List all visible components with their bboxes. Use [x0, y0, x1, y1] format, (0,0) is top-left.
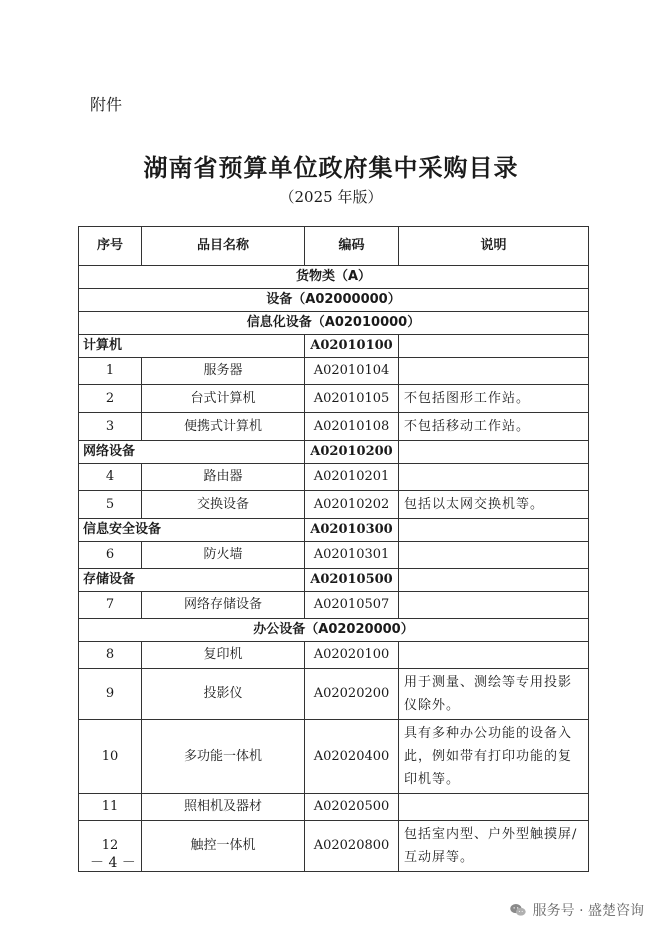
row-code: A02010105	[305, 385, 399, 413]
row-code: A02010201	[305, 464, 399, 491]
row-note: 不包括图形工作站。	[399, 385, 589, 413]
row-no: 11	[79, 794, 142, 821]
row-no: 6	[79, 542, 142, 569]
row-code: A02020500	[305, 794, 399, 821]
row-no: 3	[79, 413, 142, 441]
table-row	[79, 669, 589, 720]
header-code: 编码	[305, 227, 399, 266]
table-row	[79, 720, 589, 794]
section-row	[79, 312, 589, 335]
page-number: － 4 －	[90, 855, 136, 871]
row-code: A02020800	[305, 821, 399, 872]
category-row	[79, 519, 589, 542]
row-code: A02020100	[305, 642, 399, 669]
section-office-equipment: 办公设备（A02020000）	[79, 619, 589, 642]
row-no: 10	[79, 720, 142, 794]
section-goods: 货物类（A）	[79, 266, 589, 289]
row-note: 包括室内型、户外型触摸屏/互动屏等。	[399, 821, 589, 872]
row-name: 照相机及器材	[142, 794, 305, 821]
row-no: 7	[79, 592, 142, 619]
row-no: 4	[79, 464, 142, 491]
category-code: A02010100	[305, 335, 399, 358]
header-note: 说明	[399, 227, 589, 266]
category-note	[399, 519, 589, 542]
watermark	[509, 900, 644, 920]
section-row	[79, 619, 589, 642]
row-name: 便携式计算机	[142, 413, 305, 441]
row-note: 不包括移动工作站。	[399, 413, 589, 441]
section-equipment: 设备（A02000000）	[79, 289, 589, 312]
table-header-row	[79, 227, 589, 266]
table-row	[79, 821, 589, 872]
row-name: 网络存储设备	[142, 592, 305, 619]
row-no: 12	[79, 821, 142, 872]
row-note: 具有多种办公功能的设备入此，例如带有打印功能的复印机等。	[399, 720, 589, 794]
row-note: 包括以太网交换机等。	[399, 491, 589, 519]
row-no: 9	[79, 669, 142, 720]
row-code: A02010301	[305, 542, 399, 569]
row-note	[399, 794, 589, 821]
attachment-label: 附件	[90, 95, 123, 114]
row-name: 交换设备	[142, 491, 305, 519]
row-note	[399, 592, 589, 619]
category-row	[79, 569, 589, 592]
category-code: A02010300	[305, 519, 399, 542]
header-name: 品目名称	[142, 227, 305, 266]
wechat-icon	[509, 903, 527, 917]
row-name: 防火墙	[142, 542, 305, 569]
category-name: 网络设备	[79, 441, 305, 464]
category-row	[79, 441, 589, 464]
row-note: 用于测量、测绘等专用投影仪除外。	[399, 669, 589, 720]
category-row	[79, 335, 589, 358]
row-name: 台式计算机	[142, 385, 305, 413]
document-subtitle: （2025 年版）	[279, 188, 383, 206]
row-name: 复印机	[142, 642, 305, 669]
table-row	[79, 542, 589, 569]
category-note	[399, 569, 589, 592]
row-code: A02010108	[305, 413, 399, 441]
row-code: A02010507	[305, 592, 399, 619]
table-row	[79, 794, 589, 821]
table-row	[79, 358, 589, 385]
row-code: A02020400	[305, 720, 399, 794]
category-note	[399, 335, 589, 358]
table-row	[79, 385, 589, 413]
row-code: A02010104	[305, 358, 399, 385]
document-title: 湖南省预算单位政府集中采购目录	[143, 153, 519, 182]
section-info-equipment: 信息化设备（A02010000）	[79, 312, 589, 335]
section-row	[79, 289, 589, 312]
row-name: 路由器	[142, 464, 305, 491]
row-no: 1	[79, 358, 142, 385]
row-note	[399, 464, 589, 491]
procurement-catalog-table	[78, 226, 589, 872]
watermark-text: 服务号 · 盛楚咨询	[532, 903, 644, 919]
row-name: 多功能一体机	[142, 720, 305, 794]
category-name: 信息安全设备	[79, 519, 305, 542]
category-code: A02010200	[305, 441, 399, 464]
category-note	[399, 441, 589, 464]
row-note	[399, 642, 589, 669]
category-name: 存储设备	[79, 569, 305, 592]
row-no: 8	[79, 642, 142, 669]
row-no: 2	[79, 385, 142, 413]
row-note	[399, 358, 589, 385]
row-name: 服务器	[142, 358, 305, 385]
table-row	[79, 464, 589, 491]
header-no: 序号	[79, 227, 142, 266]
row-code: A02020200	[305, 669, 399, 720]
row-code: A02010202	[305, 491, 399, 519]
row-name: 触控一体机	[142, 821, 305, 872]
row-note	[399, 542, 589, 569]
table-row	[79, 642, 589, 669]
row-no: 5	[79, 491, 142, 519]
section-row	[79, 266, 589, 289]
table-row	[79, 491, 589, 519]
row-name: 投影仪	[142, 669, 305, 720]
table-row	[79, 413, 589, 441]
category-name: 计算机	[79, 335, 305, 358]
category-code: A02010500	[305, 569, 399, 592]
table-row	[79, 592, 589, 619]
